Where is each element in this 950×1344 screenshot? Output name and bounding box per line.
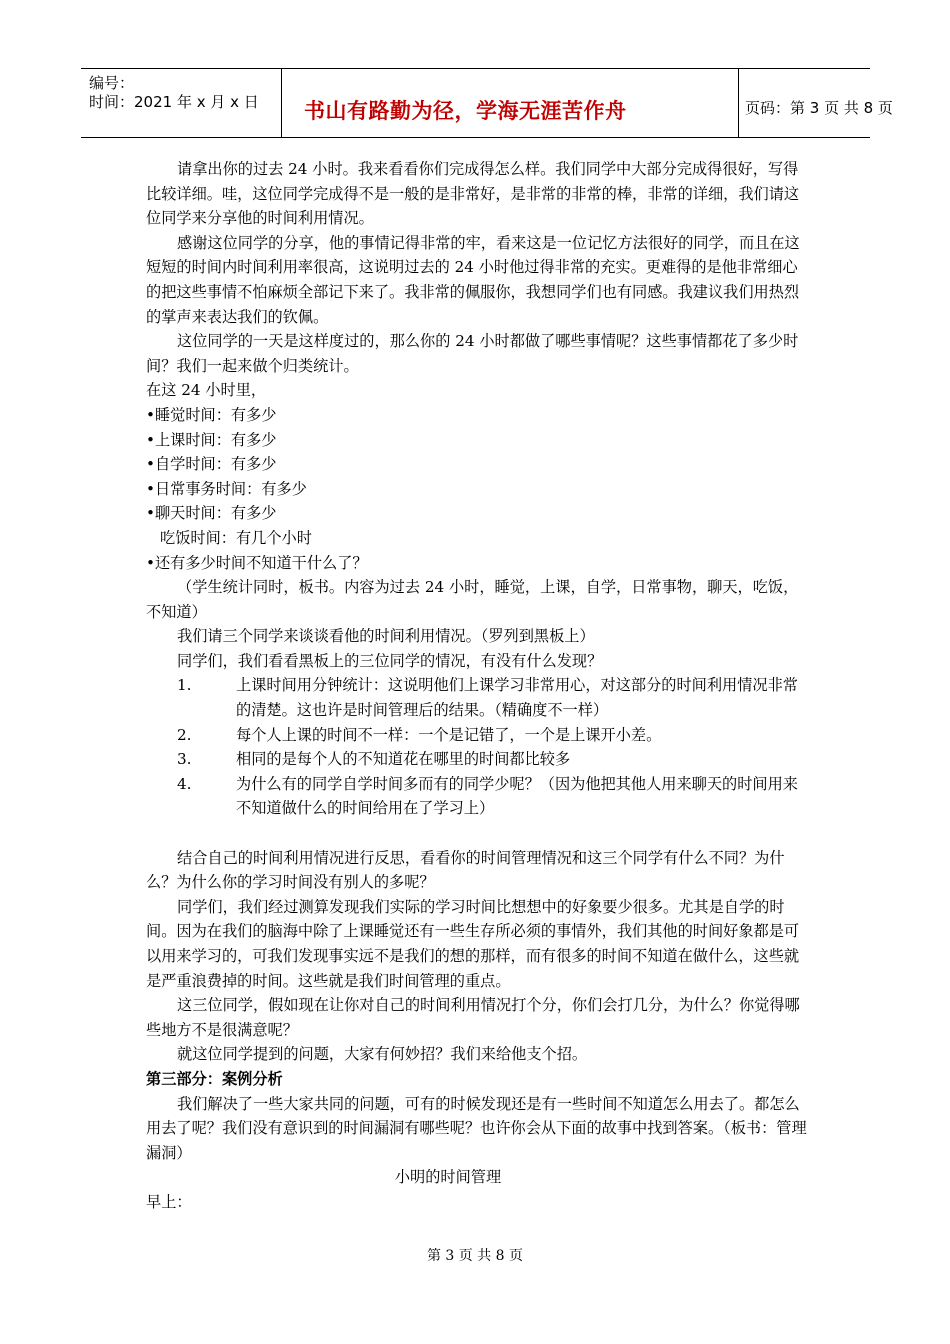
paragraph: 请拿出你的过去 24 小时。我来看看你们完成得怎么样。我们同学中大部分完成得很好，写得比较详细。哇，这位同学完成得不是一般的是非常好，是非常的非常的棒，非常的详细，我们请这位同学来分享他的时间利用情况。 — [146, 160, 800, 228]
item-number: 2. — [177, 725, 192, 744]
bullet-item: •还有多少时间不知道干什么了？ — [146, 553, 368, 572]
header-motto-cell — [281, 69, 739, 137]
numbered-item — [146, 673, 810, 722]
header-page-cell — [739, 69, 893, 137]
number-label: 编号： — [89, 74, 135, 92]
paragraph: 我们请三个同学来谈谈看他的时间利用情况。（罗列到黑板上） — [177, 627, 595, 646]
document-body — [146, 157, 810, 1215]
spacer — [146, 821, 810, 846]
paragraph: 结合自己的时间利用情况进行反思，看看你的时间管理情况和这三个同学有什么不同？为什么？为什么你的学习时间没有别人的多呢？ — [146, 848, 785, 892]
time-label: 时间：2021 年 x 月 x 日 — [89, 93, 259, 111]
paragraph: 这三位同学，假如现在让你对自己的时间利用情况打个分，你们会打几分，为什么？你觉得哪些地方不是很满意呢？ — [146, 996, 800, 1039]
bullet-item: •日常事务时间：有多少 — [146, 479, 307, 498]
paragraph: 我们解决了一些大家共同的问题，可有的时候发现还是有一些时间不知道怎么用去了。都怎么用去了呢？我们没有意识到的时间漏洞有哪些呢？也许你会从下面的故事中找到答案。（板书：管理漏洞） — [146, 1094, 807, 1162]
paragraph: 就这位同学提到的问题，大家有何妙招？我们来给他支个招。 — [177, 1045, 588, 1064]
paragraph: 在这 24 小时里， — [146, 381, 267, 400]
header-meta — [81, 69, 281, 137]
motto: 书山有路勤为径，学海无涯苦作舟 — [304, 99, 627, 123]
item-text: 相同的是每个人的不知道花在哪里的时间都比较多 — [236, 750, 571, 769]
bullet-item: 吃饭时间：有几个小时 — [160, 528, 312, 547]
paragraph: （学生统计同时，板书。内容为过去 24 小时，睡觉，上课，自学，日常事物，聊天，吃饭，不知道） — [146, 578, 799, 621]
item-number: 1. — [177, 676, 192, 695]
item-text: 每个人上课的时间不一样：一个是记错了，一个是上课开小差。 — [236, 725, 662, 744]
section-heading: 第三部分：案例分析 — [146, 1069, 283, 1088]
page-footer: 第 3 页 共 8 页 — [426, 1248, 524, 1264]
paragraph: 这位同学的一天是这样度过的，那么你的 24 小时都做了哪些事情呢？这些事情都花了多少时间？我们一起来做个归类统计。 — [146, 332, 799, 375]
bullet-item: •上课时间：有多少 — [146, 430, 277, 449]
paragraph: 早上： — [146, 1192, 192, 1211]
paragraph: 同学们，我们经过测算发现我们实际的学习时间比想想中的好象要少很多。尤其是自学的时间。因为在我们的脑海中除了上课睡觉还有一些生存所必须的事情外，我们其他的时间好象都是可以用来学习的，可我们发现事实远不是我们的想的那样，而有很多的时间不知道在做什么，这些就是严重浪费掉的时间。这些就是我们时间管理的重点。 — [146, 897, 800, 990]
page-info: 页码：第 3 页 共 8 页 — [745, 99, 893, 117]
page-header — [81, 68, 893, 138]
numbered-item — [146, 723, 810, 748]
item-number: 4. — [177, 774, 192, 793]
numbered-item — [146, 772, 810, 821]
item-text: 为什么有的同学自学时间多而有的同学少呢？（因为他把其他人用来聊天的时间用来不知道做什么的时间给用在了学习上） — [236, 774, 798, 818]
bullet-item: •聊天时间：有多少 — [146, 504, 277, 523]
story-title: 小明的时间管理 — [394, 1168, 502, 1187]
numbered-item — [146, 747, 810, 772]
bullet-item: •睡觉时间：有多少 — [146, 405, 277, 424]
item-number: 3. — [177, 750, 192, 769]
bullet-item: •自学时间：有多少 — [146, 455, 277, 474]
paragraph: 感谢这位同学的分享，他的事情记得非常的牢，看来这是一位记忆方法很好的同学，而且在这短短的时间内时间利用率很高，这说明过去的 24 小时他过得非常的充实。更难得的是他非常细心的把这些事情不怕麻烦全部记下来了。我非常的佩服你，我想同学们也有同感。我建议我们用热烈的掌声来表达我们的钦佩。 — [146, 233, 800, 326]
paragraph: 同学们，我们看看黑板上的三位同学的情况，有没有什么发现？ — [177, 651, 603, 670]
item-text: 上课时间用分钟统计：这说明他们上课学习非常用心，对这部分的时间利用情况非常的清楚。这也许是时间管理后的结果。（精确度不一样） — [236, 676, 798, 720]
